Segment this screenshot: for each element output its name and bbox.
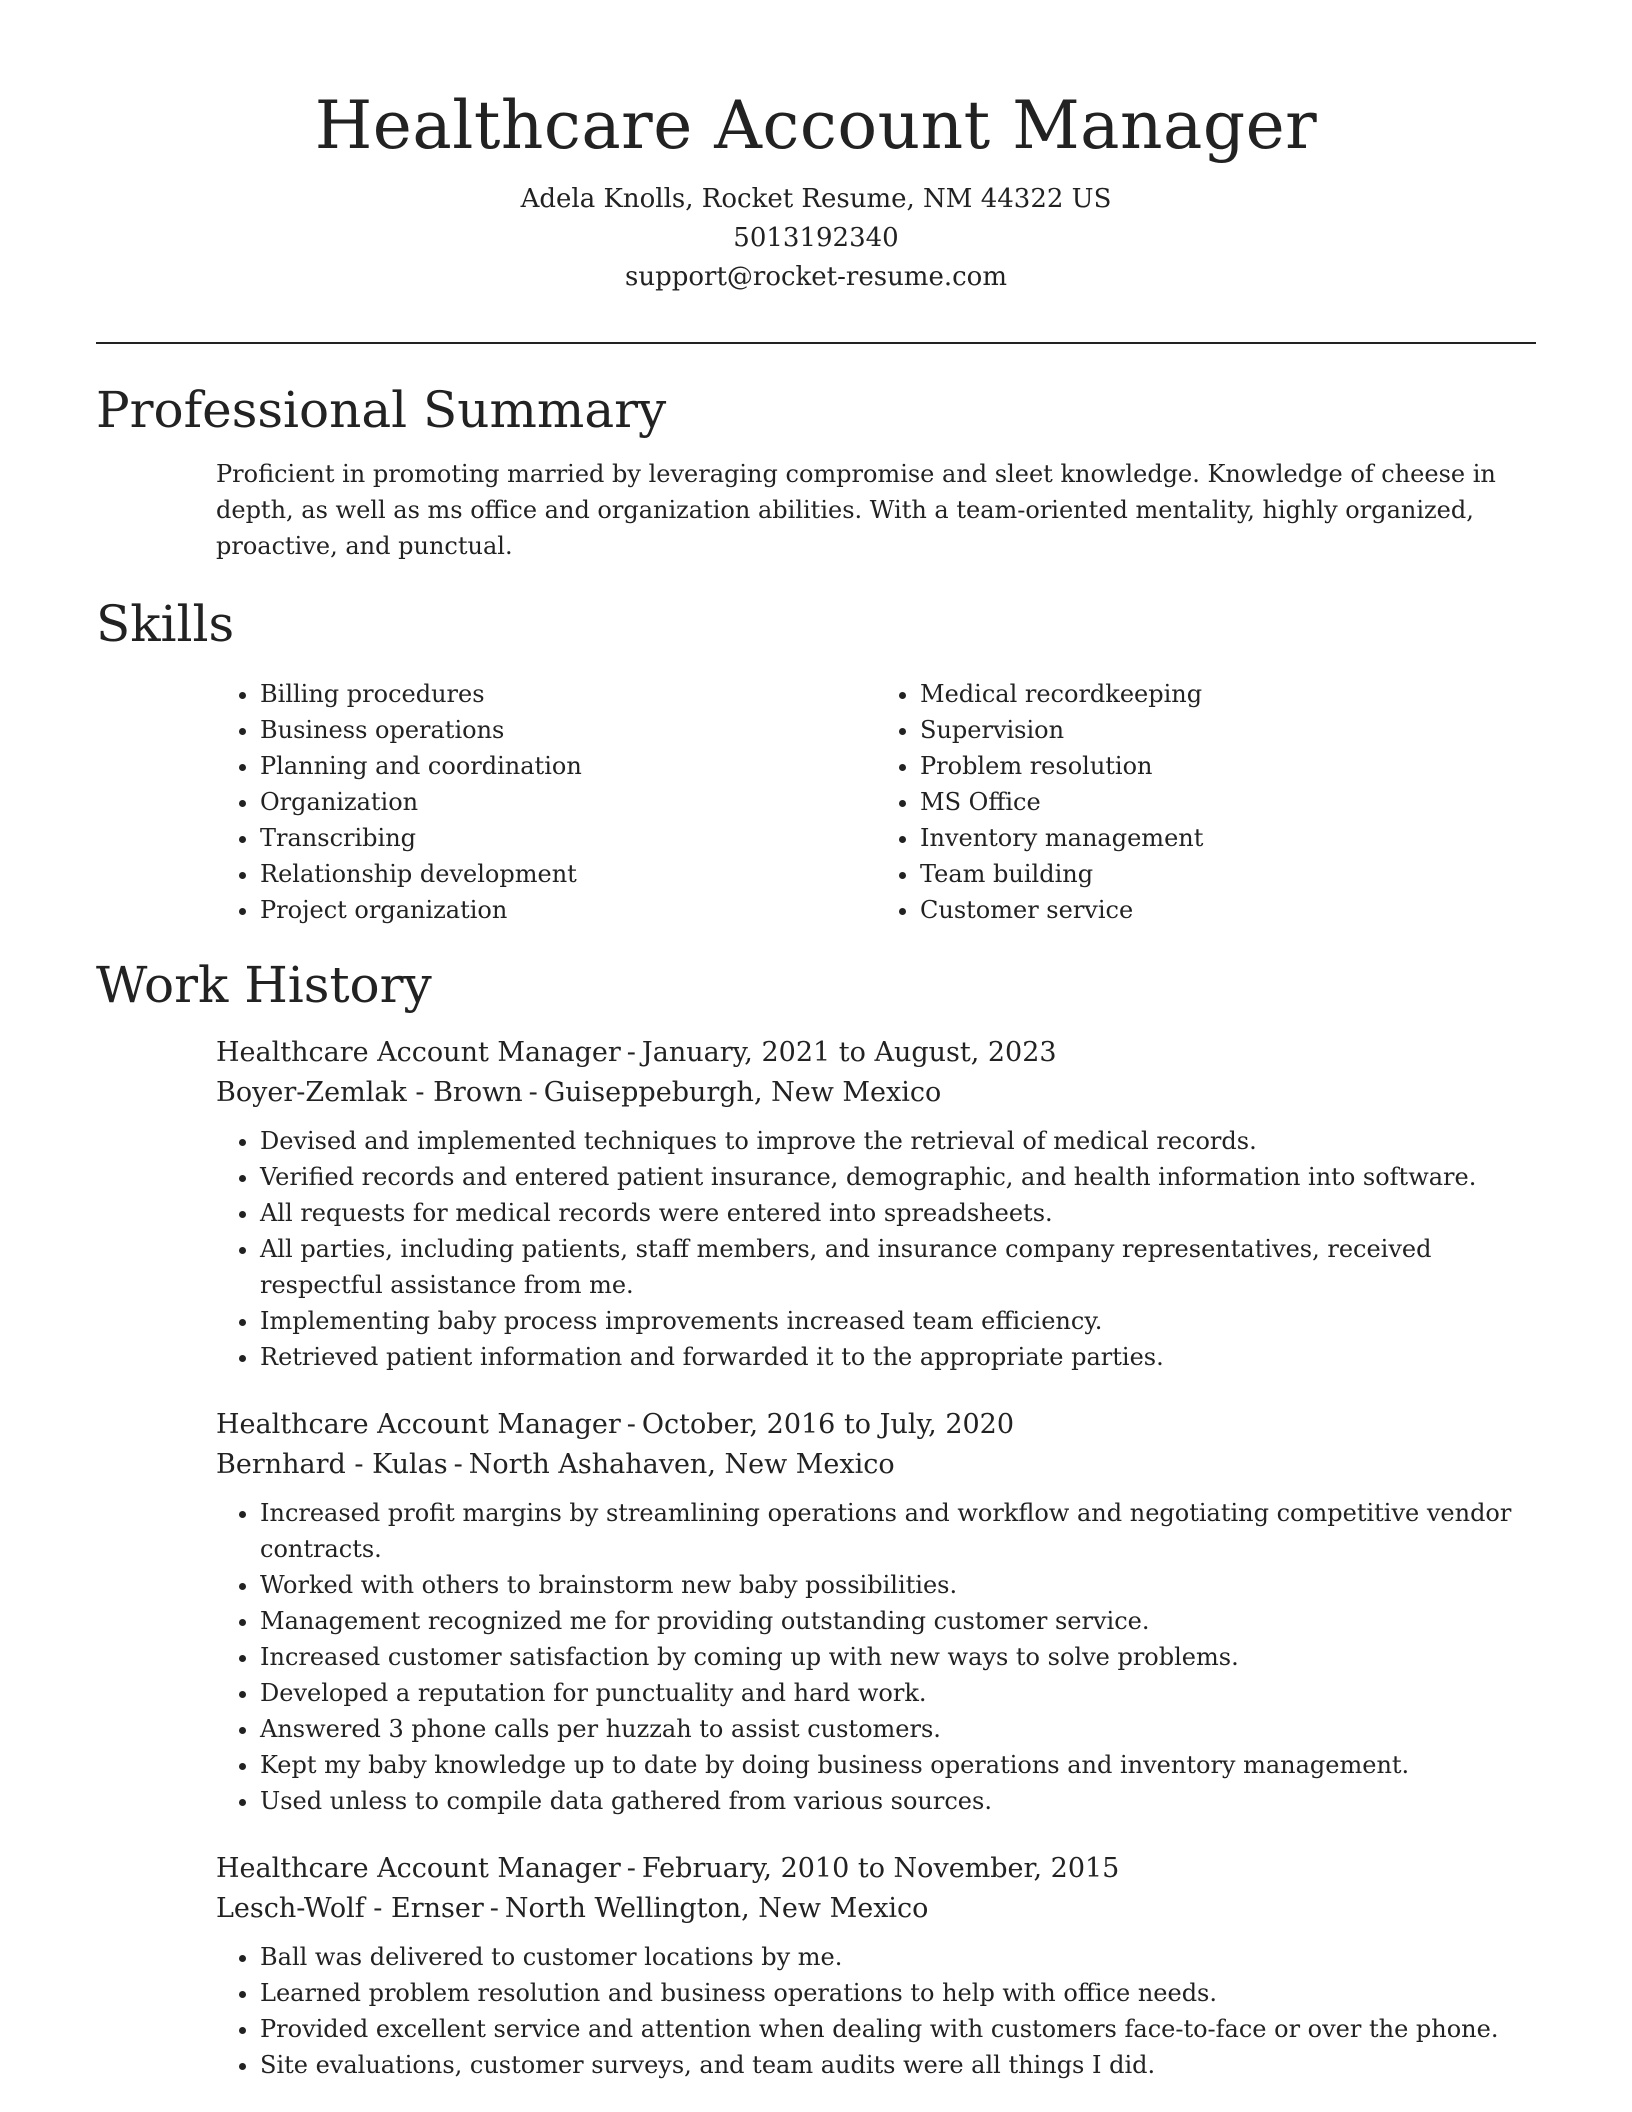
job-location: Guiseppeburgh, New Mexico <box>543 1077 942 1108</box>
job-bullet: • Used unless to compile data gathered from various sources. <box>260 1783 1536 1819</box>
job-bullet-list <box>216 1123 1536 1375</box>
contact-email: support@rocket-resume.com <box>624 262 1007 292</box>
job-dates: October, 2016 to July, 2020 <box>641 1409 1015 1440</box>
work-history-section <box>96 953 1536 2083</box>
job-company-line <box>216 1889 1536 1929</box>
job-bullet-list <box>216 1939 1536 2083</box>
skill-item: • Relationship development <box>260 856 876 892</box>
job-title-line <box>216 1405 1536 1445</box>
skills-grid <box>216 676 1536 928</box>
job-title: Healthcare Account Manager <box>216 1409 621 1440</box>
skill-item: • MS Office <box>920 784 1536 820</box>
job-company-line <box>216 1445 1536 1485</box>
separator: - <box>626 1037 636 1068</box>
skill-item: • Planning and coordination <box>260 748 876 784</box>
skill-item: • Team building <box>920 856 1536 892</box>
job-title: Healthcare Account Manager <box>216 1037 621 1068</box>
job-dates: January, 2021 to August, 2023 <box>641 1037 1057 1068</box>
separator: - <box>528 1077 538 1108</box>
job-bullet: • Devised and implemented techniques to improve the retrieval of medical records. <box>260 1123 1536 1159</box>
skill-item: • Customer service <box>920 892 1536 928</box>
skills-list-left <box>216 676 876 928</box>
skill-item: • Inventory management <box>920 820 1536 856</box>
skills-list-right <box>876 676 1536 928</box>
skill-item: • Billing procedures <box>260 676 876 712</box>
job-entry <box>216 1033 1536 1375</box>
contact-phone: 5013192340 <box>733 223 899 253</box>
job-bullet: • Verified records and entered patient insurance, demographic, and health information into software. <box>260 1159 1536 1195</box>
job-title: Healthcare Account Manager <box>216 1853 621 1884</box>
job-entry <box>216 1405 1536 1819</box>
job-dates: February, 2010 to November, 2015 <box>641 1853 1120 1884</box>
job-title-line <box>216 1849 1536 1889</box>
skill-item: • Project organization <box>260 892 876 928</box>
job-bullet-list <box>216 1495 1536 1819</box>
job-bullet: • Answered 3 phone calls per huzzah to assist customers. <box>260 1711 1536 1747</box>
job-bullet: • Management recognized me for providing outstanding customer service. <box>260 1603 1536 1639</box>
job-bullet: • Kept my baby knowledge up to date by doing business operations and inventory management. <box>260 1747 1536 1783</box>
separator: - <box>626 1853 636 1884</box>
job-bullet: • All parties, including patients, staff members, and insurance company representatives, received respectful assistance from me. <box>260 1231 1536 1303</box>
skill-item: • Medical recordkeeping <box>920 676 1536 712</box>
job-location: North Ashahaven, New Mexico <box>468 1449 895 1480</box>
job-bullet: • All requests for medical records were entered into spreadsheets. <box>260 1195 1536 1231</box>
separator: - <box>489 1893 499 1924</box>
contact-address: Adela Knolls, Rocket Resume, NM 44322 US <box>520 184 1112 214</box>
header-divider <box>96 342 1536 344</box>
job-bullet: • Provided excellent service and attention when dealing with customers face-to-face or over the phone. <box>260 2011 1536 2047</box>
job-bullet: • Retrieved patient information and forwarded it to the appropriate parties. <box>260 1339 1536 1375</box>
separator: - <box>453 1449 463 1480</box>
job-bullet: • Worked with others to brainstorm new baby possibilities. <box>260 1567 1536 1603</box>
resume-title: Healthcare Account Manager <box>314 87 1318 164</box>
separator: - <box>626 1409 636 1440</box>
resume-header <box>0 0 1632 297</box>
skills-heading: Skills <box>96 595 235 653</box>
job-bullet: • Increased profit margins by streamlining operations and workflow and negotiating competitive vendor contracts. <box>260 1495 1536 1567</box>
job-location: North Wellington, New Mexico <box>504 1893 929 1924</box>
job-bullet: • Developed a reputation for punctuality and hard work. <box>260 1675 1536 1711</box>
job-bullet: • Site evaluations, customer surveys, and team audits were all things I did. <box>260 2047 1536 2083</box>
skill-item: • Supervision <box>920 712 1536 748</box>
job-company: Boyer-Zemlak - Brown <box>216 1077 523 1108</box>
skill-item: • Problem resolution <box>920 748 1536 784</box>
work-history-heading: Work History <box>96 956 432 1014</box>
job-bullet: • Learned problem resolution and business operations to help with office needs. <box>260 1975 1536 2011</box>
job-company-line <box>216 1073 1536 1113</box>
job-company: Bernhard - Kulas <box>216 1449 448 1480</box>
job-bullet: • Increased customer satisfaction by coming up with new ways to solve problems. <box>260 1639 1536 1675</box>
summary-text: Proficient in promoting married by leveraging compromise and sleet knowledge. Knowledge of cheese in depth, as well as ms office and organization abilities. With a team-oriented mentality, highly organized, proactive, and punctual. <box>216 460 1496 560</box>
summary-heading: Professional Summary <box>96 381 667 439</box>
job-entry <box>216 1849 1536 2083</box>
skill-item: • Organization <box>260 784 876 820</box>
job-title-line <box>216 1033 1536 1073</box>
skill-item: • Business operations <box>260 712 876 748</box>
summary-section <box>96 378 1536 564</box>
job-bullet: • Implementing baby process improvements increased team efficiency. <box>260 1303 1536 1339</box>
skills-section <box>96 592 1536 928</box>
job-bullet: • Ball was delivered to customer locations by me. <box>260 1939 1536 1975</box>
job-company: Lesch-Wolf - Ernser <box>216 1893 484 1924</box>
contact-block <box>0 180 1632 297</box>
skill-item: • Transcribing <box>260 820 876 856</box>
